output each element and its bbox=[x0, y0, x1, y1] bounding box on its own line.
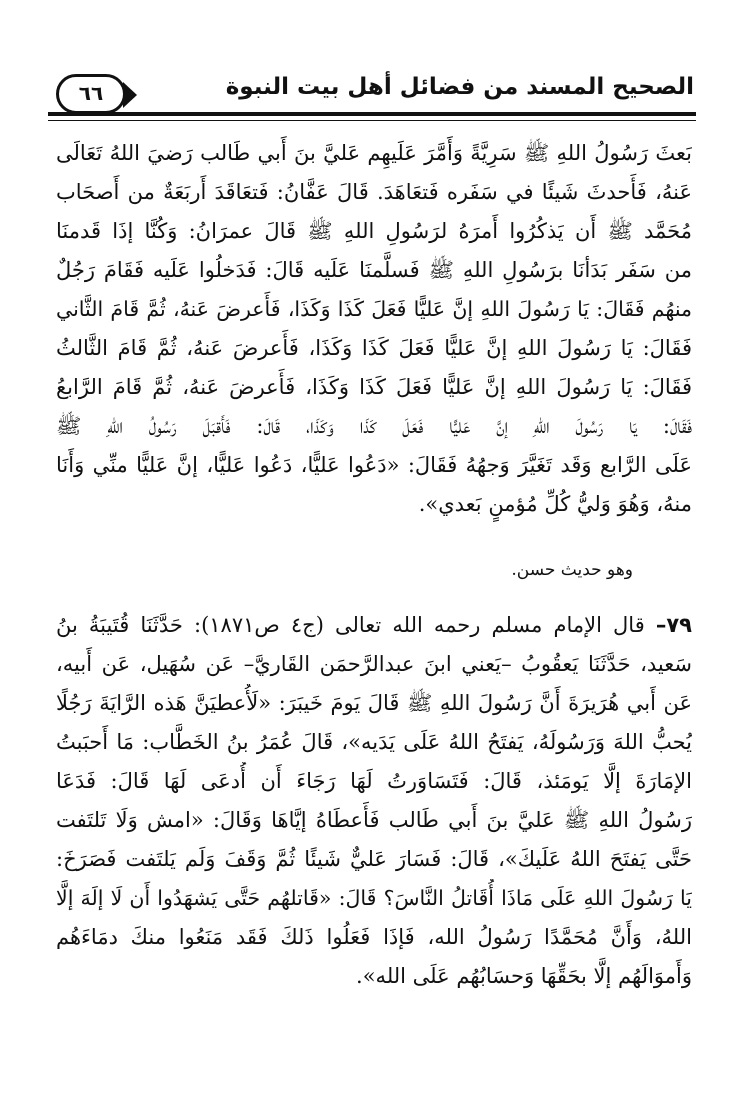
page-header bbox=[48, 64, 696, 124]
text-line: فَقَالَ: يَا رَسُولَ اللهِ إنَّ عَليًّا فَعَلَ كَذَا وَكَذَا، فَأَعرضَ عَنهُ، ثُمَّ قَامَ الرَّابعُ bbox=[56, 375, 692, 399]
book-title: الصحيح المسند من فضائل أهل بيت النبوة bbox=[225, 74, 694, 100]
text-line: بَعثَ رَسُولُ اللهِ ﷺ سَرِيَّةً وَأَمَّرَ عَلَيهِم عَليَّ بنَ أَبي طَالب رَضيَ اللهُ تَعَالَى bbox=[56, 141, 692, 165]
text-line: حَتَّى يَفتَحَ اللهُ عَلَيكَ»، قَالَ: فَسَارَ عَليٌّ شَيئًا ثُمَّ وَقَفَ وَلَم يَلتَفت فَصَرَخَ: bbox=[56, 847, 692, 871]
text-line: عَلَى الرَّابع وَقَد تَغَيَّرَ وَجهُهُ فَقَالَ: «دَعُوا عَليًّا، دَعُوا عَليًّا، إنَّ عَليًّا منِّي وَأَنَا bbox=[56, 453, 692, 477]
grading-note: وهو حديث حسن. bbox=[511, 560, 633, 580]
text-line: اللهُ، وَأَنَّ مُحَمَّدًا رَسُولُ الله، فَإذَا فَعَلُوا ذَلكَ فَقَد مَنَعُوا منكَ دمَاءَهُم bbox=[56, 925, 692, 949]
hadith-paragraph-1 bbox=[56, 134, 692, 524]
text-line: سَعيد، حَدَّثَنَا يَعقُوبُ –يَعني ابنَ عبدالرَّحمَن القَاريَّ– عَن سُهَيل، عَن أَبيه، bbox=[56, 652, 692, 676]
text-line: يَا رَسُولَ اللهِ عَلَى مَاذَا أُقَاتلُ النَّاسَ؟ قَالَ: «قَاتلهُم حَتَّى يَشهَدُوا أَن لَا إلَهَ إلَّا bbox=[56, 886, 692, 910]
page-number: ٦٦ bbox=[78, 81, 104, 105]
text-line: الإمَارَةَ إلَّا يَومَئذ، قَالَ: فَتَسَاوَرتُ لَهَا رَجَاءَ أَن أُدعَى لَهَا قَالَ: فَدَعَا bbox=[56, 769, 692, 793]
text-line: عَن أَبي هُرَيرَةَ أَنَّ رَسُولَ اللهِ ﷺ قَالَ يَومَ خَيبَرَ: «لَأُعطيَنَّ هَذه الرَّايَةَ رَجُلًا bbox=[56, 691, 692, 715]
text-line: منهُ، وَهُوَ وَليُّ كُلِّ مُؤمنٍ بَعدي». bbox=[418, 492, 692, 516]
text-line: رَسُولُ اللهِ ﷺ عَليَّ بنَ أَبي طَالب فَأَعطَاهُ إيَّاهَا وَقَالَ: «امش وَلَا تَلتَفت bbox=[56, 808, 692, 832]
text-line: فَقَالَ: يَا رَسُولَ اللهِ إنَّ عَليًّا فَعَلَ كَذَا وَكَذَا، فَأَعرضَ عَنهُ، ثُمَّ قَامَ الثَّالثُ bbox=[56, 336, 692, 360]
text-line: فَقَالَ: يَا رَسُولَ اللهِ إنَّ عَليًّا فَعَلَ كَذَا وَكَذَا، قَالَ: فَأَقبَلَ رَسُولُ اللهِ ﷺ bbox=[56, 414, 692, 438]
header-rule-thin bbox=[48, 120, 696, 121]
text-line: وَأَموَالَهُم إلَّا بحَقِّهَا وَحسَابُهُم عَلَى الله». bbox=[356, 964, 692, 988]
text-line: عَنهُ، فَأَحدثَ شَيئًا في سَفَره فَتعَاهَدَ. قَالَ عَفَّانُ: فَتعَاقَدَ أَربَعَةٌ من أَصحَاب bbox=[56, 180, 692, 204]
page-number-badge bbox=[56, 74, 126, 114]
text-line-first bbox=[56, 606, 692, 645]
text-line: من سَفَر بَدَأنَا برَسُولِ اللهِ ﷺ فَسلَّمنَا عَلَيه قَالَ: فَدَخلُوا عَلَيه فَقَامَ رَجُلٌ bbox=[56, 258, 692, 282]
text-line: يُحبُّ اللهَ وَرَسُولَهُ، يَفتَحُ اللهُ عَلَى يَدَيه»، قَالَ عُمَرُ بنُ الخَطَّاب: مَا أَحبَبتُ bbox=[56, 730, 692, 754]
header-rule-thick bbox=[48, 112, 696, 116]
hadith-number: ٧٩– bbox=[655, 613, 692, 637]
hadith-paragraph-2 bbox=[56, 606, 692, 996]
text-line: منهُم فَقَالَ: يَا رَسُولَ اللهِ إنَّ عَليًّا فَعَلَ كَذَا وَكَذَا، فَأَعرضَ عَنهُ، ثُمَّ قَامَ الثَّاني bbox=[56, 297, 692, 321]
text-line-first-rest: قال الإمام مسلم رحمه الله تعالى (ج٤ ص١٨٧١): حَدَّثَنَا قُتَيبَةُ بنُ bbox=[56, 613, 645, 637]
text-line: مُحَمَّد ﷺ أَن يَذكُرُوا أَمرَهُ لرَسُولِ اللهِ ﷺ قَالَ عمرَانُ: وَكُنَّا إذَا قَدمنَا bbox=[56, 219, 692, 243]
